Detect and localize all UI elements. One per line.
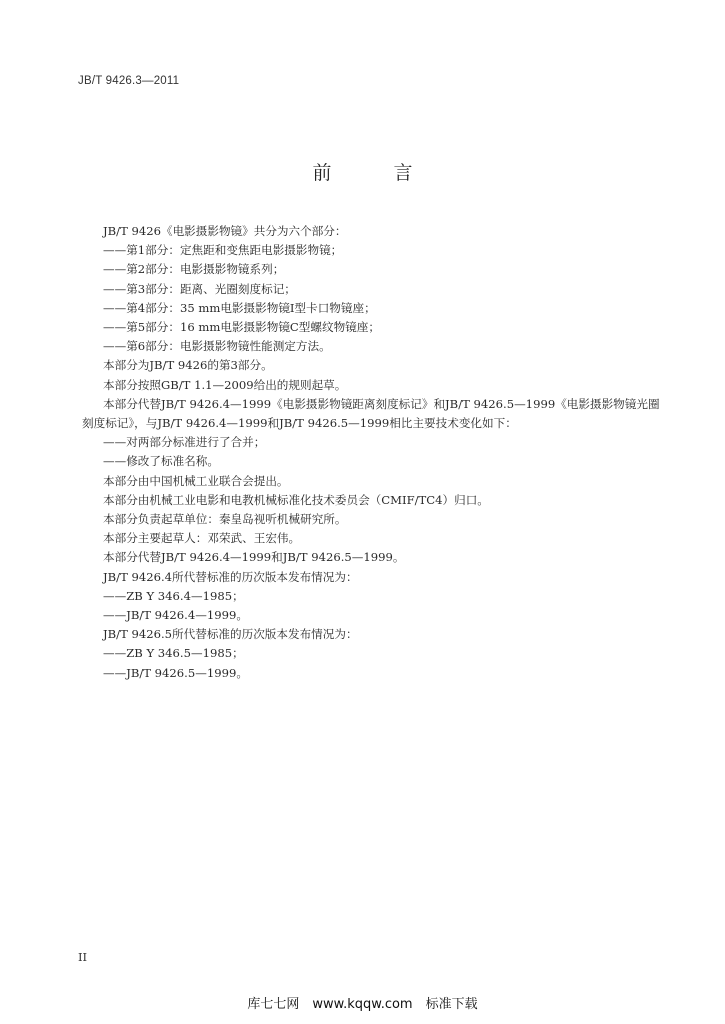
list-item: ——第1部分：定焦距和变焦距电影摄影物镜； [103,243,343,258]
foreword-body [82,222,664,683]
list-item: ——第2部分：电影摄影物镜系列； [103,262,285,277]
paragraph: JB/T 9426《电影摄影物镜》共分为六个部分： [103,224,347,238]
paragraph: JB/T 9426.4所代替标准的历次版本发布情况为： [103,569,358,584]
page-title: 前 言 [312,162,441,184]
footer-watermark: 库七七网 www.kqqw.com 标准下载 [247,997,478,1012]
list-item: ——第3部分：距离、光圈刻度标记； [103,281,296,296]
paragraph: 本部分由中国机械工业联合会提出。 [103,473,289,488]
paragraph: 本部分由机械工业电影和电教机械标准化技术委员会（CMIF/TC4）归口。 [103,492,489,507]
list-item: ——对两部分标准进行了合并； [103,435,266,450]
running-header: JB/T 9426.3—2011 [78,75,180,87]
paragraph: 本部分主要起草人：邓荣武、王宏伟。 [103,531,301,546]
list-item: ——JB/T 9426.5—1999。 [103,665,248,680]
paragraph: JB/T 9426.5所代替标准的历次版本发布情况为： [103,627,358,642]
list-item: ——ZB Y 346.5—1985； [103,646,244,661]
list-item: ——修改了标准名称。 [103,454,219,469]
paragraph: 本部分为JB/T 9426的第3部分。 [103,358,273,373]
list-item: ——JB/T 9426.4—1999。 [103,608,248,623]
list-item: ——第5部分：16 mm电影摄影物镜C型螺纹物镜座； [103,320,380,335]
page-number: II [78,950,88,964]
list-item: ——ZB Y 346.4—1985； [103,588,244,603]
paragraph: 本部分负责起草单位：秦皇岛视听机械研究所。 [103,512,347,527]
list-item: ——第6部分：电影摄影物镜性能测定方法。 [103,339,331,354]
paragraph: 本部分代替JB/T 9426.4—1999和JB/T 9426.5—1999。 [103,550,405,565]
list-item: ——第4部分：35 mm电影摄影物镜Ⅰ型卡口物镜座； [103,300,376,315]
paragraph: 本部分按照GB/T 1.1—2009给出的规则起草。 [103,377,347,392]
paragraph: 本部分代替JB/T 9426.4—1999《电影摄影物镜距离刻度标记》和JB/T 9426.5—1999《电影摄影物镜光圈刻度标记》，与JB/T 9426.4—1999和JB/T 9426.5—1999相比主要技术变化如下： [82,396,660,431]
